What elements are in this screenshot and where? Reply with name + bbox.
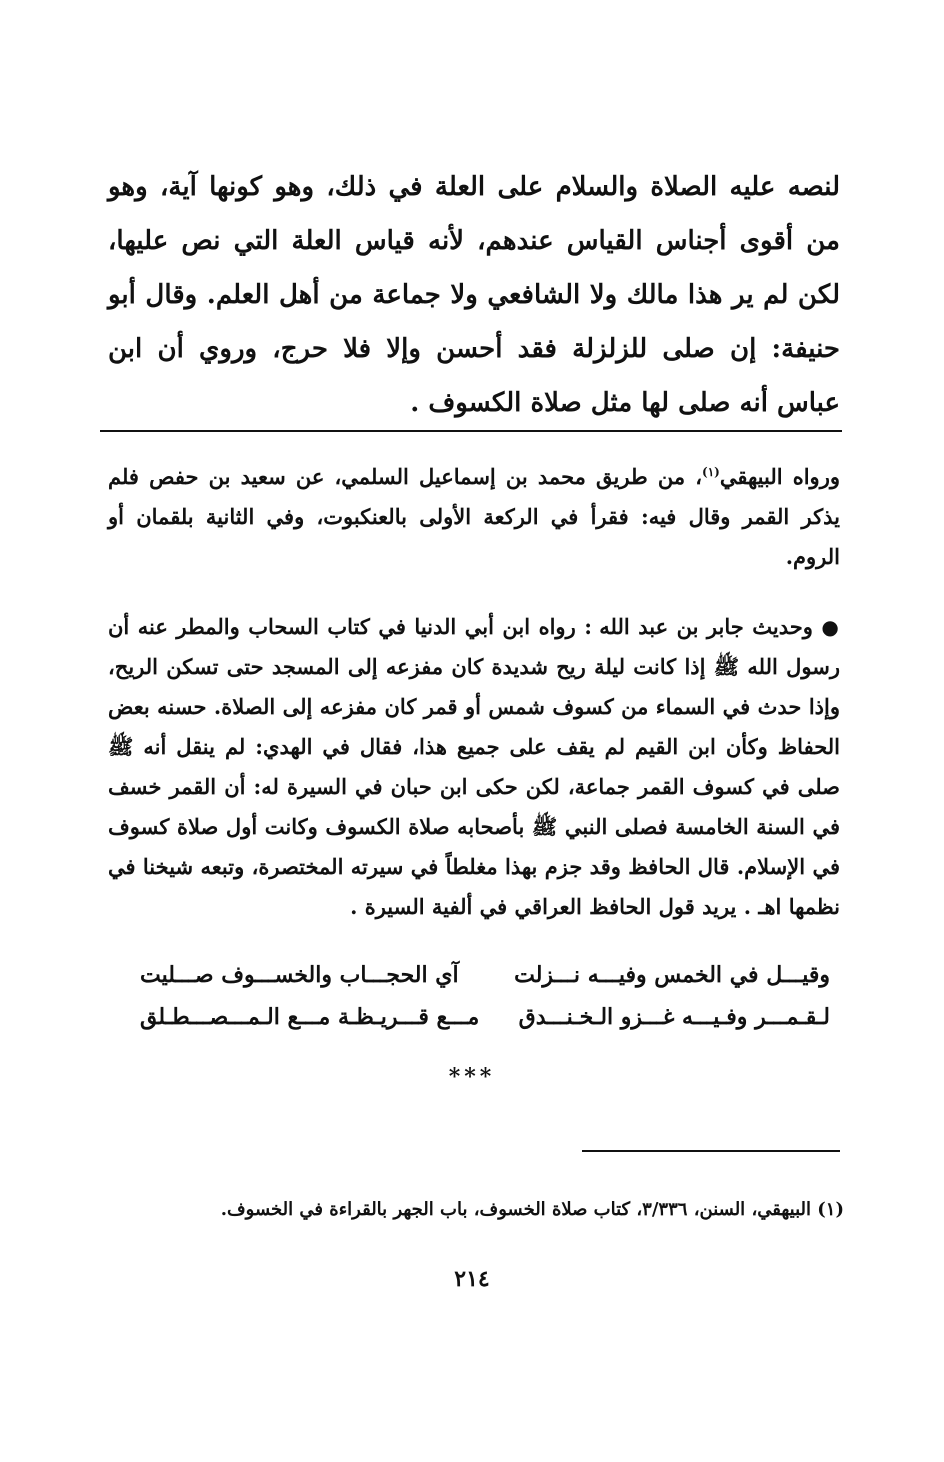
commentary-section <box>108 452 840 927</box>
verse-line <box>140 996 830 1038</box>
hadith-heading: وحديث جابر بن عبد الله <box>599 614 813 639</box>
commentary-paragraph-1 <box>108 452 840 577</box>
verse-second-hemistich: آي الحجـــاب والخســـوف صـــليت <box>140 962 459 988</box>
footnote: (١) البيهقي، السنن، ٣/٣٣٦، كتاب صلاة الخسوف، باب الجهر بالقراءة في الخسوف. <box>220 1199 844 1220</box>
page-number: ٢١٤ <box>454 1266 490 1292</box>
poem-verses <box>140 954 830 1038</box>
commentary-text: : رواه ابن أبي الدنيا في كتاب السحاب والمطر عنه أن رسول الله ﷺ إذا كانت ليلة ريح شديدة كان مفزعه إلى المسجد حتى تسكن الريح، وإذا حدث في السماء من كسوف شمس أو قمر كان مفزعه إلى الصلاة. حسنه بعض الحفاظ وكأن ابن القيم لم يقف على جميع هذا، فقال في الهدي: لم ينقل أنه ﷺ صلى في كسوف القمر جماعة، لكن حكى ابن حبان في السيرة له: أن القمر خسف في السنة الخامسة فصلى النبي ﷺ بأصحابه صلاة الكسوف وكانت أول صلاة كسوف في الإسلام. قال الحافظ وقد جزم بهذا مغلطاً في سيرته المختصرة، وتبعه شيخنا في نظمها اهـ . يريد قول الحافظ العراقي في ألفية السيرة . <box>108 614 840 919</box>
footnote-reference: (١) <box>702 465 720 479</box>
commentary-text: ورواه البيهقي <box>719 464 840 489</box>
verse-line <box>140 954 830 996</box>
section-separator: *** <box>448 1064 496 1090</box>
verse-second-hemistich: مـــع قـــريـظـة مـــع الـمـــصـــطـلق <box>140 1004 480 1030</box>
paragraph-gap <box>108 577 840 607</box>
commentary-text: ، من طريق محمد بن إسماعيل السلمي، عن سعيد بن حفص فلم يذكر القمر وقال فيه: فقرأ في الركعة الأولى بالعنكبوت، وفي الثانية بلقمان أو الروم. <box>108 464 840 569</box>
bullet-icon: ● <box>821 615 840 639</box>
main-paragraph: لنصه عليه الصلاة والسلام على العلة في ذلك، وهو كونها آية، وهو من أقوى أجناس القياس عندهم، لأنه قياس العلة التي نص عليها، لكن لم ير هذا مالك ولا الشافعي ولا جماعة من أهل العلم. وقال أبو حنيفة: إن صلى للزلزلة فقد أحسن وإلا فلا حرج، وروي أن ابن عباس أنه صلى لها مثل صلاة الكسوف . <box>108 172 840 418</box>
verse-first-hemistich: وقيـــل في الخمس وفيـــه نـــزلت <box>514 962 830 988</box>
verse-first-hemistich: لـقـمـــر وفـيـــه غـــزو الـخـنـــدق <box>518 1004 830 1030</box>
commentary-paragraph-2 <box>108 607 840 927</box>
footnote-divider <box>582 1150 840 1152</box>
section-divider <box>100 430 842 432</box>
